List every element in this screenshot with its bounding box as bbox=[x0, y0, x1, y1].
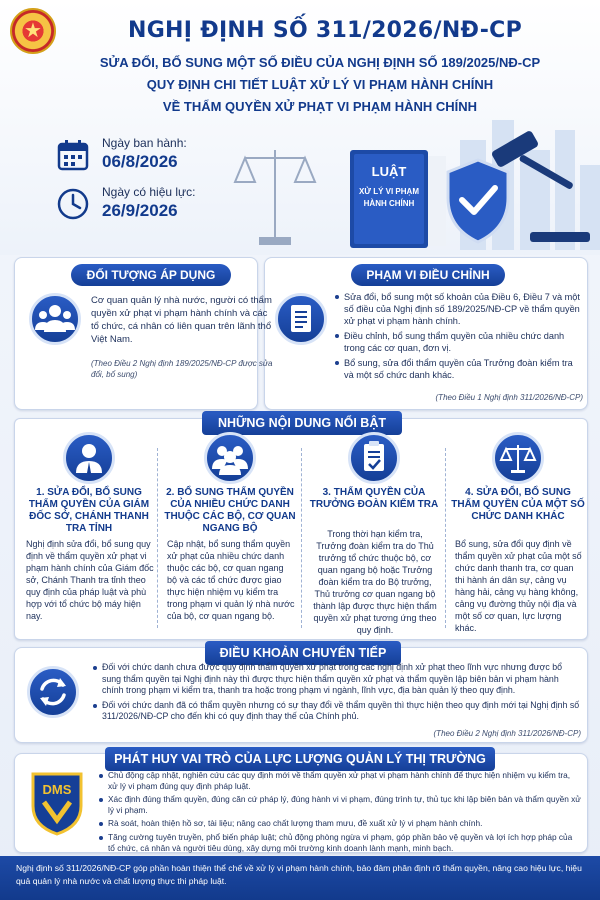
highlight-title: 4. SỬA ĐỔI, BỔ SUNG THẨM QUYỀN CỦA MỘT SỐ CHỨC DANH KHÁC bbox=[451, 487, 585, 522]
emblem-icon: ★ bbox=[10, 8, 56, 54]
highlight-title: 1. SỬA ĐỔI, BỔ SUNG THẨM QUYỀN CỦA GIÁM ĐỐC SỞ, CHÁNH THANH TRA TỈNH bbox=[28, 487, 150, 534]
issue-date-label: Ngày ban hành: bbox=[102, 136, 187, 150]
scales-icon bbox=[492, 432, 544, 484]
divider bbox=[157, 448, 158, 628]
refresh-icon bbox=[27, 666, 79, 718]
people-icon bbox=[29, 293, 81, 345]
effective-date-label: Ngày có hiệu lực: bbox=[102, 185, 196, 199]
subtitle-line-3: VỀ THẨM QUYỀN XỬ PHẠT VI PHẠM HÀNH CHÍNH bbox=[162, 99, 478, 114]
officer-icon bbox=[63, 432, 115, 484]
subjects-text: Cơ quan quản lý nhà nước, người có thẩm quyền xử phạt vi phạm hành chính và các tổ chức, cá nhân có liên quan trên lãnh thổ Việt Nam. bbox=[91, 295, 272, 345]
scales-icon bbox=[235, 150, 315, 244]
dms-badge-icon bbox=[29, 770, 85, 836]
divider bbox=[301, 448, 302, 628]
scope-list bbox=[335, 291, 580, 384]
calendar-icon bbox=[56, 138, 90, 172]
scope-title: PHẠM VI ĐIỀU CHỈNH bbox=[351, 264, 505, 286]
header bbox=[0, 0, 600, 255]
highlight-4 bbox=[451, 440, 585, 635]
highlight-title: 2. BỔ SUNG THẨM QUYỀN CỦA NHIỀU CHỨC DANH THUỘC CÁC BỘ, CƠ QUAN NGANG BỘ bbox=[164, 487, 296, 534]
subjects-title: ĐỐI TƯỢNG ÁP DỤNG bbox=[71, 264, 231, 286]
highlight-3 bbox=[307, 440, 441, 635]
transition-note: (Theo Điều 2 Nghị định 311/2026/NĐ-CP) bbox=[433, 729, 581, 738]
highlight-1 bbox=[22, 440, 156, 635]
transition-title: ĐIỀU KHOẢN CHUYỂN TIẾP bbox=[205, 641, 401, 665]
subtitle-line-2: QUY ĐỊNH CHI TIẾT LUẬT XỬ LÝ VI PHẠM HÀNH CHÍNH bbox=[146, 77, 494, 92]
effective-date-value: 26/9/2026 bbox=[102, 201, 178, 220]
transition-item: Đối với chức danh chưa được quy định thẩm quyền xử phạt trong các nghị định xử phạt theo lĩnh vực nhưng được bổ sung thẩm quyền tại Nghị định này thì được thực hiện thẩm quyền xử phạt và thẩm quyền lập biên bản vi phạm hành chính trong phạm vi kiểm tra, thanh tra hoặc trong phạm vi ngành, lĩnh vực, địa bàn quản lý theo quy định. bbox=[93, 662, 581, 697]
book-title-3: HÀNH CHÍNH bbox=[363, 199, 415, 208]
clock-icon bbox=[56, 187, 90, 221]
book-title-1: LUẬT bbox=[371, 164, 407, 179]
page-title: NGHỊ ĐỊNH SỐ 311/2026/NĐ-CP bbox=[127, 18, 522, 43]
market-item: Chủ động cập nhật, nghiên cứu các quy định mới về thẩm quyền xử phạt vi phạm hành chính để thực hiện nhiệm vụ kiểm tra, xử lý vi phạm đúng quy định pháp luật. bbox=[99, 770, 581, 791]
badge-text: DMS bbox=[42, 782, 72, 797]
scope-item: Điều chỉnh, bổ sung thẩm quyền của nhiều chức danh trong các cơ quan, đơn vị. bbox=[335, 330, 580, 354]
market-card bbox=[14, 753, 588, 853]
market-item: Rà soát, hoàn thiện hồ sơ, tài liệu; nâng cao chất lượng tham mưu, đề xuất xử lý vi phạm hành chính. bbox=[99, 818, 581, 829]
highlight-body: Nghị định sửa đổi, bổ sung quy định về thẩm quyền xử phạt vi phạm hành chính của Giám đốc sở, Chánh Thanh tra tỉnh theo quy định của pháp luật và phù hợp với tổ chức bộ máy hiện nay. bbox=[26, 539, 154, 621]
market-item: Xác định đúng thẩm quyền, đúng căn cứ pháp lý, đúng hành vi vi phạm, đúng trình tự, thủ tục khi lập biên bản và thẩm quyền xử lý vi phạm. bbox=[99, 794, 581, 815]
issue-date-value: 06/8/2026 bbox=[102, 152, 178, 171]
scope-note: (Theo Điều 1 Nghị định 311/2026/NĐ-CP) bbox=[435, 393, 583, 402]
header-illustration bbox=[230, 120, 600, 250]
subjects-note: (Theo Điều 2 Nghị định 189/2025/NĐ-CP được sửa đổi, bổ sung) bbox=[91, 359, 273, 379]
footer-text: Nghị định số 311/2026/NĐ-CP góp phần hoàn thiện thể chế về xử lý vi phạm hành chính, bảo đảm phân định rõ thẩm quyền, nâng cao hiệu lực, hiệu quả quản lý nhà nước và chất lượng thực thi pháp luật. bbox=[16, 863, 582, 886]
market-title: PHÁT HUY VAI TRÒ CỦA LỰC LƯỢNG QUẢN LÝ THỊ TRƯỜNG bbox=[105, 747, 495, 771]
highlight-body: Trong thời hạn kiểm tra, Trưởng đoàn kiểm tra do Thủ trưởng tổ chức thuộc bộ, cơ quan ngang bộ hoặc Trưởng đoàn kiểm tra do Bộ trưởng, Thủ trưởng cơ quan ngang bộ thành lập được thực hiện thẩm quyền xử phạt tương ứng theo quy định. bbox=[313, 529, 437, 635]
transition-item: Đối với chức danh đã có thẩm quyền nhưng có sự thay đổi về thẩm quyền thì thực hiện theo quy định mới tại Nghị định số 311/2026/NĐ-CP cho đến khi có quy định thay thế của Chính phủ. bbox=[93, 700, 581, 723]
transition-list bbox=[93, 662, 581, 726]
book-title-2: XỬ LÝ VI PHẠM bbox=[359, 187, 419, 196]
highlights-title: NHỮNG NỘI DUNG NỔI BẬT bbox=[202, 411, 402, 435]
highlight-body: Bổ sung, sửa đổi quy định về thẩm quyền xử phạt của một số chức danh thanh tra, cơ quan thi hành án dân sự, cảng vụ hàng hải, cảng vụ hàng không, cảng vụ đường thủy nội địa và một số cơ quan, lực lượng khác. bbox=[455, 539, 582, 633]
issue-date-block bbox=[56, 136, 226, 180]
highlight-body: Cập nhật, bổ sung thẩm quyền xử phạt của nhiều chức danh thuộc các bộ, cơ quan ngang bộ và các tổ chức được giao thực hiện nhiệm vụ kiểm tra trong phạm vi quản lý nhà nước của bộ, cơ quan ngang bộ. bbox=[167, 539, 295, 621]
divider bbox=[445, 448, 446, 628]
scope-item: Bổ sung, sửa đổi thẩm quyền của Trưởng đoàn kiểm tra và một số chức danh khác. bbox=[335, 357, 580, 381]
document-icon bbox=[275, 293, 327, 345]
footer bbox=[0, 856, 600, 900]
market-list bbox=[99, 770, 581, 856]
effective-date-block bbox=[56, 185, 226, 229]
transition-card bbox=[14, 647, 588, 743]
scope-card bbox=[264, 257, 588, 410]
subjects-card bbox=[14, 257, 273, 410]
checklist-icon bbox=[348, 432, 400, 484]
subtitle-line-1: SỬA ĐỔI, BỔ SUNG MỘT SỐ ĐIỀU CỦA NGHỊ ĐỊNH SỐ 189/2025/NĐ-CP bbox=[99, 55, 541, 70]
scope-item: Sửa đổi, bổ sung một số khoản của Điều 6, Điều 7 và một số điều của Nghị định số 189/2025/NĐ-CP về thẩm quyền xử phạt vi phạm hành chính. bbox=[335, 291, 580, 327]
highlight-2 bbox=[163, 440, 297, 635]
group-icon bbox=[204, 432, 256, 484]
market-item: Tăng cường tuyên truyền, phổ biến pháp luật; chủ động phòng ngừa vi phạm, góp phần bảo vệ quyền và lợi ích hợp pháp của tổ chức, cá nhân và người tiêu dùng, xây dựng môi trường kinh doanh lành mạnh, minh bạch. bbox=[99, 832, 581, 853]
highlight-title: 3. THẨM QUYỀN CỦA TRƯỞNG ĐOÀN KIỂM TRA bbox=[309, 487, 439, 510]
